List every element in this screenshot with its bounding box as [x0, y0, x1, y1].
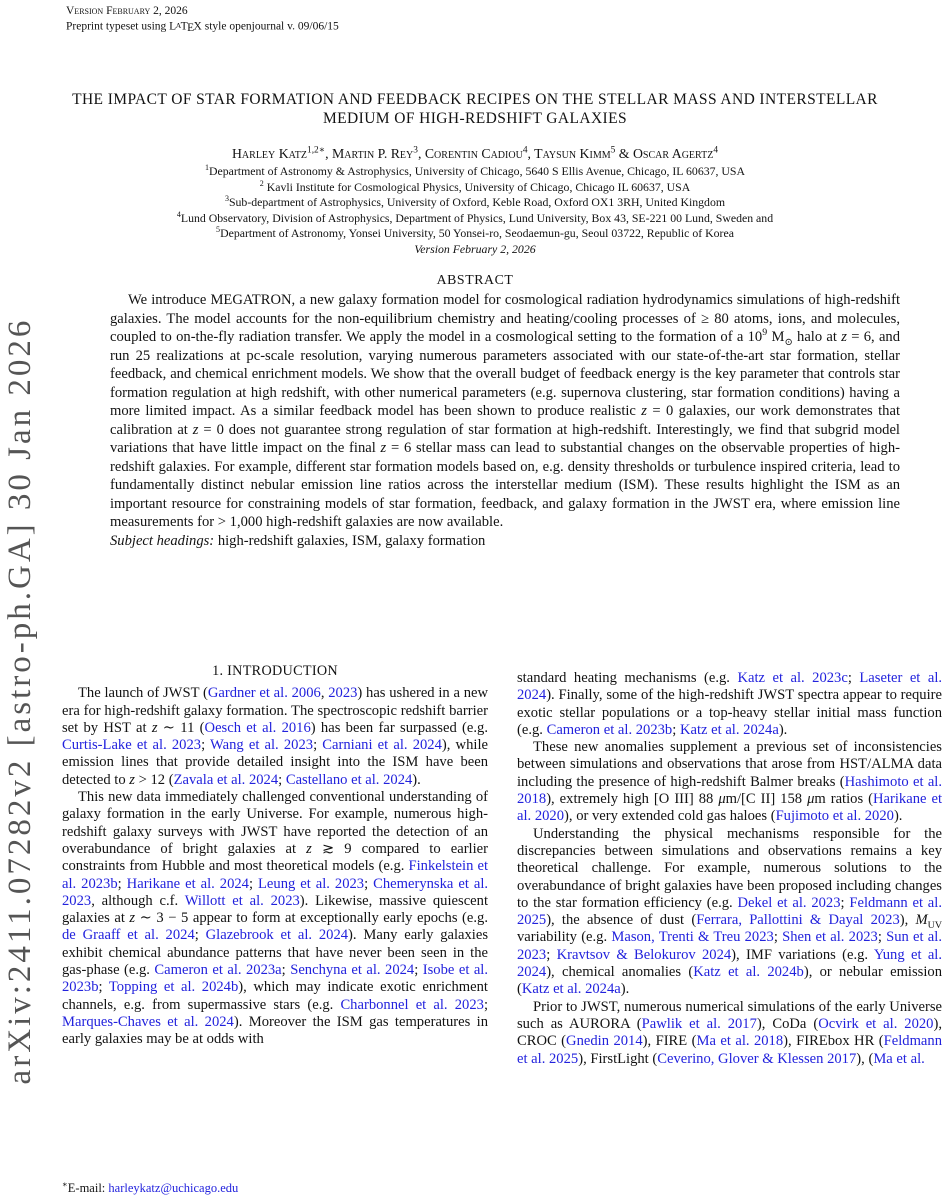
- text-segment: = 6 stellar mass can lead to substantial changes on the observable properties of high-redshift galaxies. For example, different star formation models based on, e.g. density thresholds or turbulence inspired criteria, lead to fundamentally distinct nebular emission line ratios across the interstellar medium (ISM). These results highlight the ISM as an important resource for constraining models of star formation, feedback, and galaxy formation in the JWST era, where emission line measurements for > 1,000 high-redshift galaxies are now available.: [110, 440, 901, 530]
- affiliation-1: [0, 164, 950, 180]
- text-segment: halo at: [792, 329, 842, 345]
- citation-link[interactable]: Hashimoto et al. 2018: [517, 773, 943, 808]
- text-segment: z: [129, 910, 136, 927]
- text-segment: ),: [899, 912, 916, 929]
- citation-link[interactable]: Wang et al. 2023: [210, 737, 314, 754]
- email-footnote: [62, 1178, 239, 1196]
- text-segment: Prior to JWST, numerous numerical simulations of the early Universe such as AURORA (: [517, 998, 942, 1032]
- text-segment: ), FIRE (: [642, 1033, 697, 1050]
- text-segment: ≳ 9 compared to earlier constraints from Hubble and most theoretical models (e.g.: [62, 840, 488, 875]
- text-segment: 1,2∗: [307, 145, 326, 156]
- text-segment: ;: [194, 927, 206, 944]
- text-segment: Harley Katz: [231, 146, 308, 161]
- citation-link[interactable]: Katz et al. 2024a: [521, 981, 621, 998]
- text-segment: E: [187, 22, 195, 35]
- text-segment: ).: [778, 721, 788, 738]
- text-segment: M: [767, 329, 785, 345]
- citation-link[interactable]: Ferrara, Pallottini & Dayal 2023: [696, 912, 900, 929]
- citation-link[interactable]: Laseter et al. 2024: [517, 670, 943, 704]
- right-column: [517, 670, 942, 1068]
- text-segment: ;: [877, 929, 887, 946]
- text-segment: ∼ 3 − 5 appear to form at exceptionally early epochs (e.g.: [135, 910, 488, 927]
- text-segment: z: [841, 329, 847, 345]
- text-segment: 5: [610, 145, 616, 156]
- version-date: Version February 2, 2026: [414, 241, 536, 256]
- citation-link[interactable]: Ocvirk et al. 2020: [818, 1015, 934, 1032]
- citation-link[interactable]: Zavala et al. 2024: [173, 771, 279, 788]
- citation-link[interactable]: Pawlik et al. 2017: [641, 1015, 757, 1032]
- text-segment: A: [175, 20, 182, 30]
- text-segment: ∼ 11 (: [157, 719, 205, 736]
- citation-link[interactable]: Senchyna et al. 2024: [290, 962, 415, 979]
- text-segment: UV: [927, 920, 942, 932]
- text-segment: These new anomalies supplement a previous set of inconsistencies between simulations and observations that arose from HST/ALMA data including the presence of high-redshift Balmer breaks (: [517, 739, 942, 790]
- citation-link[interactable]: Cameron et al. 2023a: [154, 962, 282, 979]
- text-segment: 4: [176, 209, 181, 219]
- citation-link[interactable]: Feldmann et al. 2025: [517, 1033, 942, 1067]
- citation-link[interactable]: Cameron et al. 2023b: [546, 721, 673, 738]
- paragraph: [517, 826, 942, 999]
- citation-link[interactable]: Yung et al. 2024: [517, 946, 942, 981]
- text-segment: T: [180, 20, 188, 33]
- citation-link[interactable]: Chemerynska et al. 2023: [62, 875, 489, 909]
- text-segment: ;: [483, 996, 489, 1013]
- citation-link[interactable]: Marques-Chaves et al. 2024: [62, 1013, 234, 1030]
- text-segment: m/[C II] 158: [725, 791, 808, 808]
- text-segment: 2: [259, 178, 264, 188]
- typeset-line: [66, 19, 339, 36]
- text-segment: Preprint typeset using L: [66, 20, 177, 33]
- email-link[interactable]: harleykatz@uchicago.edu: [108, 1181, 239, 1195]
- citation-link[interactable]: Ma et al.: [873, 1050, 925, 1067]
- citation-link[interactable]: Curtis-Lake et al. 2023: [62, 737, 202, 754]
- citation-link[interactable]: Katz et al. 2024b: [693, 964, 804, 981]
- paragraph: [62, 685, 488, 789]
- text-segment: ;: [278, 771, 286, 788]
- text-segment: , Martin P. Rey: [325, 146, 414, 161]
- text-segment: m ratios (: [814, 791, 873, 808]
- text-segment: ), FirstLight (: [578, 1050, 658, 1067]
- text-segment: ) has ushered in a new era for high-redshift galaxy formation. The spectroscopic redshift barrier set by HST at: [62, 685, 489, 736]
- text-segment: E-mail:: [67, 1181, 109, 1195]
- text-segment: ), CoDa (: [756, 1015, 819, 1032]
- citation-link[interactable]: Fujimoto et al. 2020: [775, 808, 894, 825]
- citation-link[interactable]: Katz et al. 2024a: [679, 721, 779, 738]
- citation-link[interactable]: Leung et al. 2023: [258, 875, 365, 892]
- text-segment: z: [380, 440, 387, 456]
- citation-link[interactable]: Harikane et al. 2024: [126, 875, 249, 892]
- text-segment: ,: [320, 685, 329, 702]
- paragraph: [517, 670, 942, 739]
- citation-link[interactable]: Finkelstein et al. 2023b: [62, 858, 488, 892]
- text-segment: Kavli Institute for Cosmological Physics, University of Chicago, Chicago IL 60637, USA: [263, 179, 691, 194]
- text-segment: variability (e.g.: [517, 929, 612, 946]
- citation-link[interactable]: Kravtsov & Belokurov 2024: [556, 946, 732, 963]
- abstract-heading: ABSTRACT: [436, 272, 514, 287]
- citation-link[interactable]: Gardner et al. 2006: [207, 685, 321, 702]
- citation-link[interactable]: Shen et al. 2023: [782, 929, 878, 946]
- text-segment: ;: [672, 721, 680, 738]
- paragraph: [517, 999, 942, 1068]
- text-segment: 3: [413, 145, 418, 156]
- citation-link[interactable]: Sun et al. 2023: [517, 929, 942, 963]
- citation-link[interactable]: 2023: [328, 685, 358, 702]
- text-segment: ;: [117, 875, 127, 892]
- text-segment: ;: [201, 737, 211, 754]
- text-segment: X style openjournal v. 09/06/15: [193, 20, 339, 33]
- text-segment: Department of Astronomy & Astrophysics, University of Chicago, 5640 S Ellis Avenue, Chicago, IL 60637, USA: [208, 164, 746, 178]
- text-segment: 5: [216, 225, 221, 235]
- abstract: [110, 291, 900, 550]
- text-segment: z: [151, 719, 158, 736]
- affiliation-3: [0, 195, 950, 211]
- text-segment: ). Finally, some of the high-redshift JWST spectra appear to require exotic stellar populations or a top-heavy stellar initial mass function (e.g.: [517, 687, 942, 738]
- text-segment: = 0 does not guarantee strong regulation of star formation at high-redshift. Interestingly, we find that subgrid model variations that have little impact on the final: [110, 421, 900, 456]
- text-segment: z: [641, 403, 647, 419]
- text-segment: ). Likewise, massive quiescent galaxies at: [62, 892, 488, 927]
- text-segment: We introduce MEGATRON, a new galaxy formation model for cosmological radiation hydrodynamics simulations of high-redshift galaxies. The model accounts for the non-equilibrium chemistry and heating/cooling processes of ≥ 80 atoms, ions, and molecules, coupled to on-the-fly radiation transfer. We apply the model in a cosmological setting to the formation of a 10: [110, 292, 900, 345]
- citation-link[interactable]: Willott et al. 2023: [184, 892, 300, 909]
- text-segment: high-redshift galaxies, ISM, galaxy formation: [214, 532, 486, 549]
- text-segment: = 6, and run 25 realizations at pc-scale resolution, varying numerous parameters associated with our state-of-the-art star formation, stellar feedback, and chemical enrichment models. We show that the overall budget of feedback energy is the key parameter that controls star formation regulation at high redshift, with other numerical parameters (e.g. supernova clustering, star formation conditions) having a more limited impact. As a similar feedback model has been shown to produce realistic: [110, 329, 901, 419]
- text-segment: standard heating mechanisms (e.g.: [517, 670, 738, 686]
- citation-link[interactable]: Castellano et al. 2024: [285, 771, 413, 788]
- text-segment: ), or very extended cold gas haloes (: [564, 808, 776, 825]
- text-segment: ).: [620, 981, 630, 998]
- author-list: [0, 146, 950, 162]
- text-segment: ), (: [856, 1050, 874, 1067]
- text-segment: , although c.f.: [91, 892, 185, 909]
- text-segment: z: [192, 421, 199, 438]
- abstract-text: [110, 291, 900, 532]
- text-segment: ;: [773, 929, 783, 946]
- text-segment: μ: [718, 791, 726, 808]
- text-segment: ∗: [62, 1178, 68, 1189]
- text-segment: ), FIREbox HR (: [783, 1033, 884, 1050]
- text-segment: ;: [248, 875, 258, 892]
- text-segment: ;: [98, 979, 109, 996]
- text-segment: μ: [807, 791, 815, 808]
- text-segment: ), while emission lines that provide detailed insight into the ISM have been detected to: [62, 737, 488, 788]
- text-segment: z: [306, 840, 312, 857]
- text-segment: ;: [281, 962, 291, 979]
- affiliation-list: [0, 164, 950, 257]
- text-segment: ;: [546, 946, 557, 963]
- text-segment: Lund Observatory, Division of Astrophysics, Department of Physics, Lund University, Box 43, SE-221 00 Lund, Sweden and: [180, 210, 774, 225]
- text-segment: ), IMF variations (e.g.: [731, 946, 874, 963]
- citation-link[interactable]: de Graaff et al. 2024: [62, 927, 195, 944]
- arxiv-watermark: arXiv:2411.07282v2 [astro-ph.GA] 30 Jan 2026: [2, 317, 38, 1085]
- text-segment: 4: [713, 145, 719, 156]
- text-segment: ) has been far surpassed (e.g.: [310, 719, 488, 736]
- text-segment: ).: [893, 808, 903, 825]
- text-segment: ;: [313, 737, 323, 754]
- citation-link[interactable]: Feldmann et al. 2025: [517, 894, 942, 929]
- citation-link[interactable]: Katz et al. 2023c: [737, 670, 848, 686]
- text-segment: Department of Astronomy, Yonsei University, 50 Yonsei-ro, Seodaemun-gu, Seoul 03722, Republic of Korea: [220, 226, 734, 240]
- text-segment: M: [915, 912, 928, 929]
- text-segment: ), or nebular emission (: [517, 964, 942, 998]
- text-segment: 3: [224, 194, 229, 204]
- citation-link[interactable]: Ma et al. 2018: [696, 1033, 784, 1050]
- citation-link[interactable]: Oesch et al. 2016: [204, 719, 311, 736]
- affiliation-4: [0, 211, 950, 227]
- citation-link[interactable]: Carniani et al. 2024: [322, 737, 442, 754]
- text-segment: ), which may indicate exotic enrichment channels, e.g. from supermassive stars (e.g.: [62, 979, 488, 1013]
- text-segment: > 12 (: [134, 771, 174, 788]
- citation-link[interactable]: Harikane et al. 2020: [517, 791, 942, 825]
- affiliation-5: [0, 226, 950, 242]
- text-segment: ), the absence of dust (: [546, 912, 697, 929]
- citation-link[interactable]: Isobe et al. 2023b: [62, 962, 489, 996]
- citation-link[interactable]: Charbonnel et al. 2023: [340, 996, 484, 1013]
- citation-link[interactable]: Topping et al. 2024b: [108, 979, 239, 996]
- text-segment: ), chemical anomalies (: [546, 964, 694, 981]
- text-segment: = 0 galaxies, our work demonstrates that calibration at: [110, 403, 900, 438]
- affiliation-2: [0, 180, 950, 196]
- citation-link[interactable]: Ceverino, Glover & Klessen 2017: [657, 1050, 857, 1067]
- citation-link[interactable]: Gnedin 2014: [566, 1033, 643, 1050]
- text-segment: 9: [762, 327, 768, 339]
- paragraph: [62, 789, 488, 1048]
- left-column: [62, 663, 488, 1049]
- text-segment: ).: [412, 771, 421, 788]
- text-segment: This new data immediately challenged conventional understanding of galaxy formation in the early Universe. For example, numerous high-redshift galaxy surveys with JWST have reported the detection of an overabundance of bright galaxies at: [62, 789, 488, 857]
- text-segment: The launch of JWST (: [78, 685, 208, 702]
- citation-link[interactable]: Glazebrook et al. 2024: [205, 927, 349, 944]
- text-segment: , Corentin Cadiou: [417, 146, 523, 161]
- paragraph: [517, 739, 942, 825]
- text-segment: 1: [204, 163, 209, 173]
- text-segment: ). Moreover the ISM gas temperatures in early galaxies may be at odds with: [62, 1013, 488, 1048]
- text-segment: ), CROC (: [517, 1015, 942, 1050]
- section-heading: 1. INTRODUCTION: [212, 663, 338, 679]
- text-segment: & Oscar Agertz: [615, 146, 714, 161]
- text-segment: Sub-department of Astrophysics, University of Oxford, Keble Road, Oxford OX1 3RH, United Kingdom: [228, 195, 726, 209]
- text-segment: ⊙: [784, 336, 793, 348]
- text-segment: , Taysun Kimm: [527, 146, 611, 161]
- text-segment: ). Many early galaxies exhibit chemical abundance patterns that have never been seen in the gas-phase (e.g.: [62, 927, 489, 979]
- citation-link[interactable]: Dekel et al. 2023: [737, 894, 841, 911]
- text-segment: ;: [364, 875, 374, 892]
- version-line: Version February 2, 2026: [66, 5, 188, 17]
- text-segment: ), extremely high [O III] 88: [546, 791, 719, 808]
- text-segment: z: [129, 771, 135, 788]
- preprint-header: [66, 4, 339, 36]
- text-segment: ;: [847, 670, 860, 686]
- text-segment: Understanding the physical mechanisms responsible for the discrepancies between simulations and observations remains a key theoretical challenge. For example, numerous solutions to the overabundance of bright galaxies have been proposed including changes to the star formation efficiency (e.g.: [517, 825, 942, 911]
- paper-title: THE IMPACT OF STAR FORMATION AND FEEDBACK RECIPES ON THE STELLAR MASS AND INTERSTELLAR MEDIUM OF HIGH-REDSHIFT GALAXIES: [72, 91, 878, 127]
- citation-link[interactable]: Mason, Trenti & Treu 2023: [611, 929, 774, 946]
- text-segment: 4: [522, 145, 528, 156]
- text-segment: ;: [840, 894, 850, 911]
- subject-headings: [110, 532, 900, 551]
- text-segment: ;: [414, 962, 423, 979]
- text-segment: Subject headings:: [110, 532, 215, 549]
